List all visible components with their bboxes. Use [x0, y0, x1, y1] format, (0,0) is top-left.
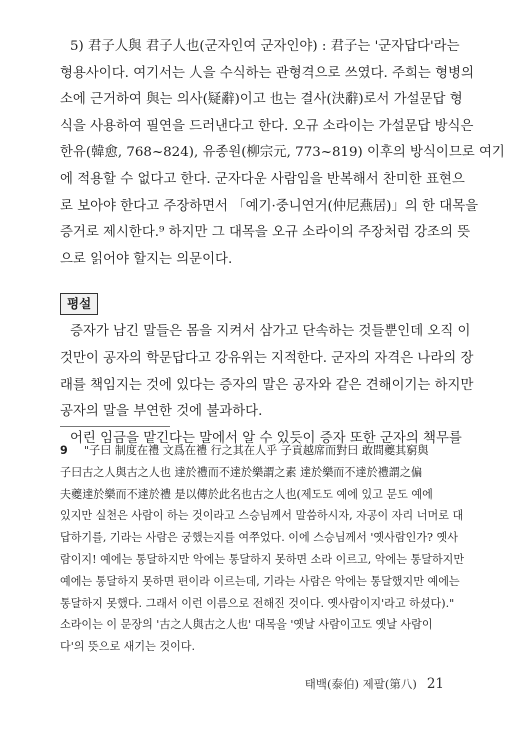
footnote-line: 람이지! 예에는 통달하지만 악에는 통달하지 못하면 소라 이르고, 악에는 통달하지만: [60, 552, 465, 566]
text-line: 것만이 공자의 학문답다고 강유위는 지적한다. 군자의 자격은 나라의 장: [60, 350, 474, 366]
section-1-paragraph: [60, 34, 505, 273]
footnote-line: 夫夔達於樂而不達於禮 是以傳於此名也古之人也(제도도 예에 있고 문도 예에: [60, 487, 433, 501]
footnote-line: 소라이는 이 문장의 '古之人與古之人也' 대목을 '옛날 사람이고도 옛날 사람이: [60, 618, 433, 632]
page-number: 21: [426, 676, 444, 692]
text-line: 식을 사용하여 필연을 드러낸다고 한다. 오규 소라이는 가설문답 방식은: [60, 118, 474, 134]
text-line: 어린 임금을 맡긴다는 말에서 알 수 있듯이 증자 또한 군자의 책무를: [70, 430, 462, 446]
text-line: 소에 근거하여 與는 의사(疑辭)이고 也는 결사(決辭)로서 가설문답 형: [60, 92, 463, 108]
text-line: 래를 책임지는 것에 있다는 증자의 말은 공자와 같은 견해이기는 하지만: [60, 377, 474, 393]
footnote-line: 子曰古之人與古之人也 達於禮而不達於樂謂之素 達於樂而不達於禮謂之偏: [60, 465, 423, 479]
footnote-line: 있지만 실천은 사람이 하는 것이라고 스승님께서 말씀하시자, 자공이 자리 너머로 대: [60, 509, 464, 523]
footnote: [60, 440, 465, 658]
chapter-title: 태백(泰伯) 제팔(第八): [304, 677, 417, 691]
text-line: 으로 읽어야 할지는 의문이다.: [60, 251, 233, 267]
text-line: 5) 君子人與 君子人也(군자인여 군자인야) : 君子는 '군자답다'라는: [70, 39, 460, 54]
footnote-line: 통달하지 못했다. 그래서 이런 이름으로 전해진 것이다. 옛사람이지'라고 하셨다).": [60, 596, 455, 610]
commentary-label: 평설: [60, 293, 98, 315]
footnote-number: 9: [60, 444, 68, 457]
footnote-line: 다'의 뜻으로 새기는 것이다.: [60, 640, 196, 654]
text-line: 로 보아야 한다고 주장하면서 「예기·중니연거(仲尼燕居)」의 한 대목을: [60, 198, 479, 214]
text-line: 공자의 말을 부연한 것에 불과하다.: [60, 404, 263, 420]
footnote-line: "子曰 制度在禮 文爲在禮 行之其在人乎 子貢越席而對曰 敢問夔其窮與: [84, 444, 429, 457]
text-line: 형용사이다. 여기서는 人을 수식하는 관형격으로 쓰였다. 주희는 형병의: [60, 65, 474, 81]
text-line: 한유(韓愈, 768~824), 유종원(柳宗元, 773~819) 이후의 방식이므로 여기: [60, 145, 505, 161]
text-line: 에 적용할 수 없다고 한다. 군자다운 사람임을 반복해서 찬미한 표현으: [60, 171, 465, 187]
text-line: 증자가 남긴 말들은 몸을 지켜서 삼가고 단속하는 것들뿐인데 오직 이: [70, 324, 471, 340]
footnote-line: 예에는 통달하지 못하면 편이라 이르는데, 기라는 사람은 악에는 통달했지만 예에는: [60, 574, 460, 588]
main-text: [60, 34, 505, 452]
page-footer: [305, 676, 444, 692]
text-line: 증거로 제시한다.⁹ 하지만 그 대목을 오규 소라이의 주장처럼 강조의 뜻: [60, 225, 471, 241]
footnote-divider: [60, 426, 170, 427]
footnote-line: 답하기를, 기라는 사람은 궁했는지를 여쭈었다. 이에 스승님께서 '옛사람인가? 옛사: [60, 531, 458, 545]
commentary-paragraph: [60, 319, 474, 452]
